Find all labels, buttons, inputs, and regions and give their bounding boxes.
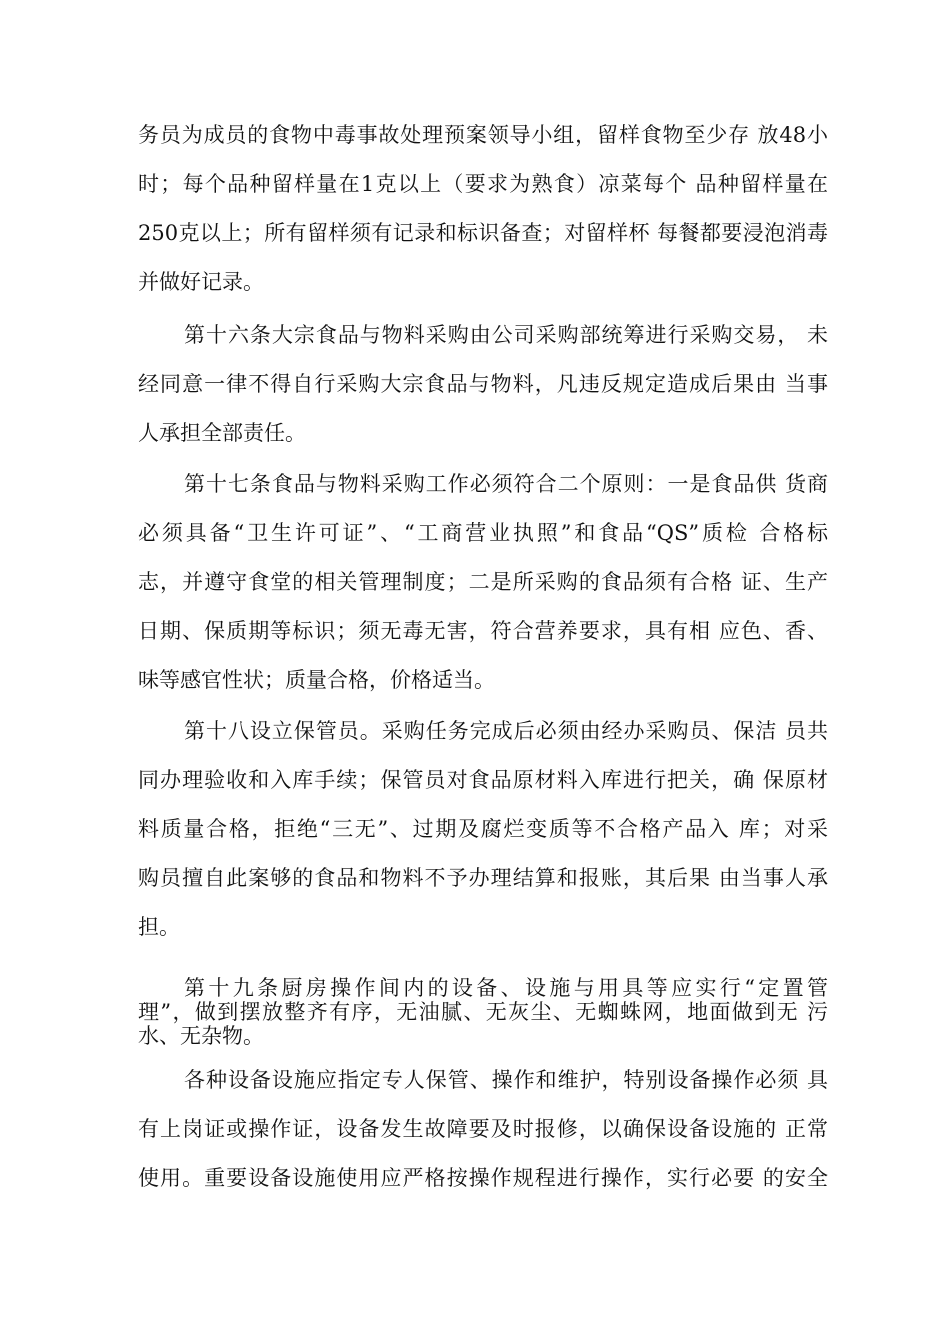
text-line: 经同意一律不得自行采购大宗食品与物料，凡违反规定造成后果由 当事 — [138, 372, 828, 396]
text-line: 志，并遵守食堂的相关管理制度；二是所采购的食品须有合格 证、生产 — [138, 570, 828, 594]
text-line: 250克以上；所有留样须有记录和标识备查；对留样杯 每餐都要浸泡消毒 — [138, 221, 828, 245]
text-line: 各种设备设施应指定专人保管、操作和维护，特别设备操作必须 具 — [184, 1068, 828, 1092]
text-line: 必须具备“卫生许可证”、“工商营业执照”和食品“QS”质检 合格标 — [138, 521, 828, 545]
text-line: 时；每个品种留样量在1克以上（要求为熟食）凉菜每个 品种留样量在 — [138, 172, 828, 196]
text-line: 第十六条大宗食品与物料采购由公司采购部统筹进行采购交易， 未 — [184, 323, 828, 347]
paragraph-equipment-maintenance — [138, 1056, 828, 1203]
text-line: 味等感官性状；质量合格，价格适当。 — [138, 668, 495, 692]
text-line: 务员为成员的食物中毒事故处理预案领导小组，留样食物至少存 放48小 — [138, 123, 828, 147]
text-line: 并做好记录。 — [138, 270, 264, 294]
text-line: 购员擅自此案够的食品和物料不予办理结算和报账，其后果 由当事人承 — [138, 866, 828, 890]
paragraph-food-sample-retention — [138, 111, 828, 307]
paragraph-article-16 — [138, 311, 828, 458]
text-line: 理”，做到摆放整齐有序，无油腻、无灰尘、无蜘蛛网，地面做到无 污 — [138, 1000, 828, 1024]
text-line: 料质量合格，拒绝“三无”、过期及腐烂变质等不合格产品入 库；对采 — [138, 817, 828, 841]
paragraph-article-19 — [138, 976, 828, 1048]
paragraph-article-18 — [138, 707, 828, 952]
text-line: 担。 — [138, 915, 180, 939]
text-line: 第十七条食品与物料采购工作必须符合二个原则：一是食品供 货商 — [184, 472, 828, 496]
paragraph-article-17 — [138, 460, 828, 705]
text-line: 有上岗证或操作证，设备发生故障要及时报修，以确保设备设施的 正常 — [138, 1117, 828, 1141]
text-line: 第十八设立保管员。采购任务完成后必须由经办采购员、保洁 员共 — [184, 719, 828, 743]
text-line: 第十九条厨房操作间内的设备、设施与用具等应实行“定置管 — [184, 976, 828, 1000]
text-line: 水、无杂物。 — [138, 1024, 264, 1048]
text-line: 日期、保质期等标识；须无毒无害，符合营养要求，具有相 应色、香、 — [138, 619, 828, 643]
text-line: 使用。重要设备设施使用应严格按操作规程进行操作，实行必要 的安全 — [138, 1166, 828, 1190]
text-line: 同办理验收和入库手续；保管员对食品原材料入库进行把关，确 保原材 — [138, 768, 828, 792]
text-line: 人承担全部责任。 — [138, 421, 306, 445]
